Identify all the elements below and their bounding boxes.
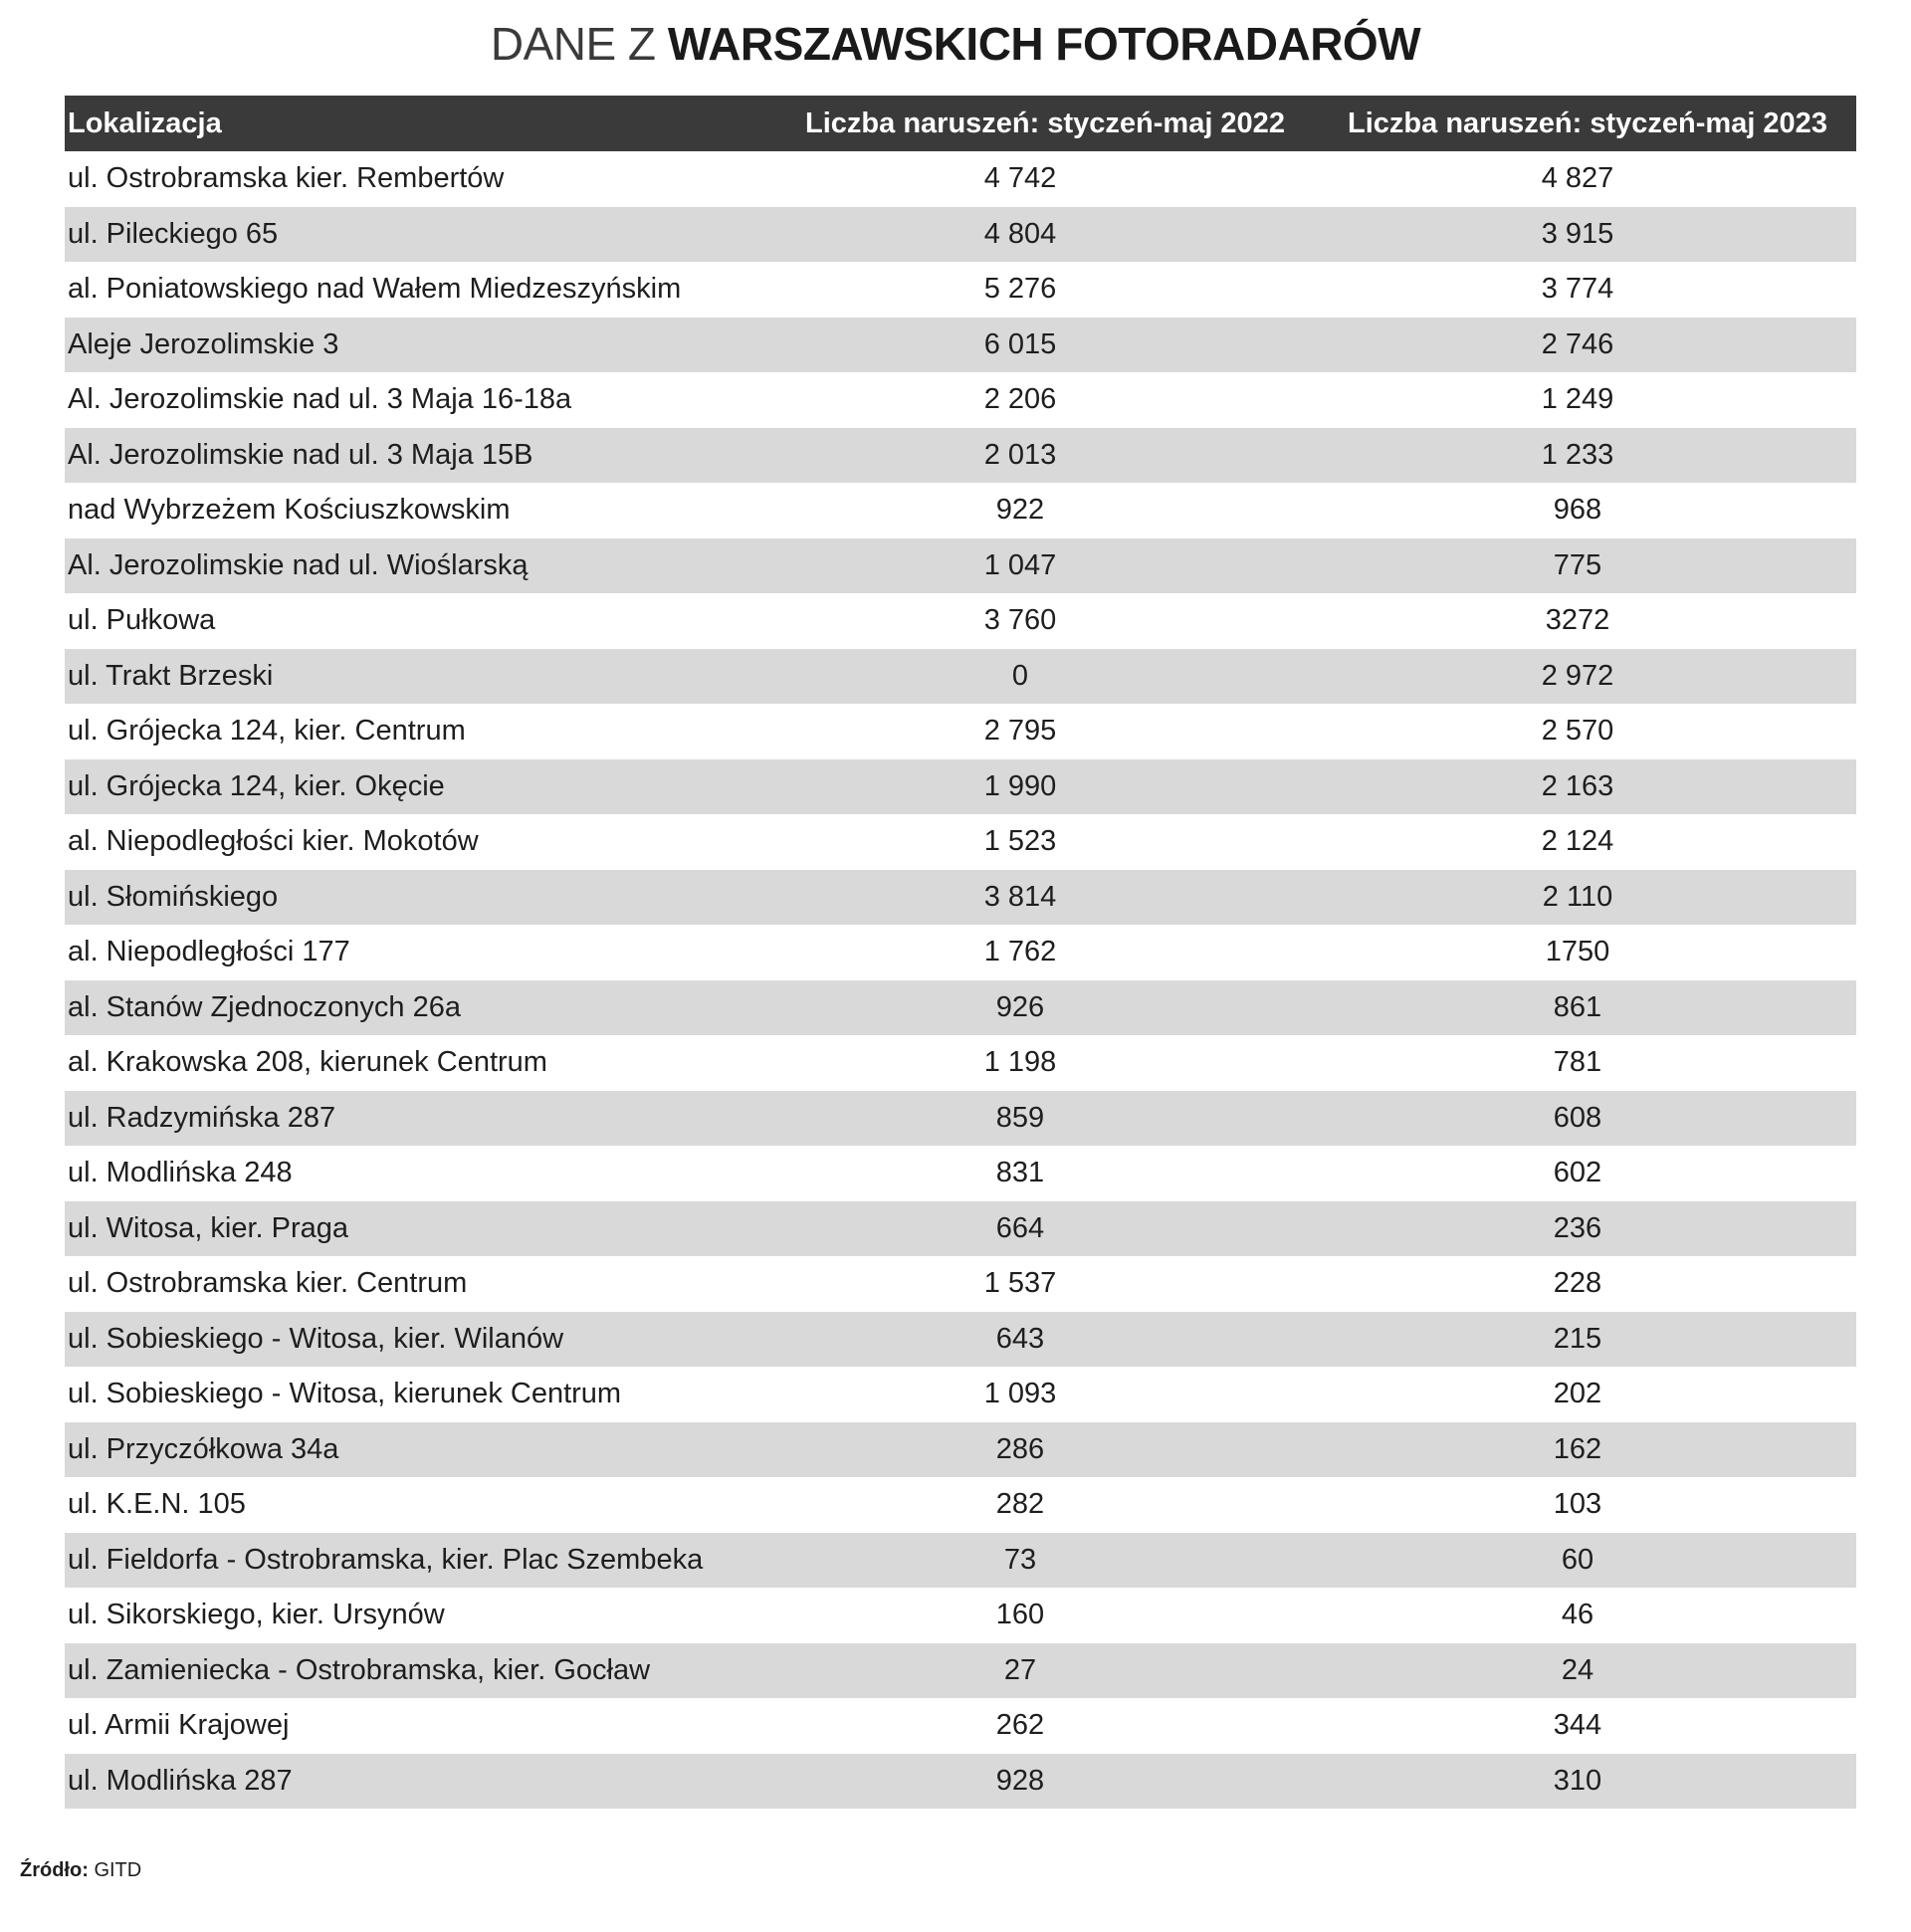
cell-location: ul. Grójecka 124, kier. Centrum <box>68 715 466 748</box>
cell-location: nad Wybrzeżem Kościuszkowskim <box>68 494 511 527</box>
cell-2022: 3 814 <box>983 880 1057 913</box>
cell-2023: 24 <box>1561 1653 1594 1686</box>
cell-location: Al. Jerozolimskie nad ul. 3 Maja 15B <box>68 438 533 471</box>
table-row <box>65 483 1856 538</box>
cell-2023: 2 570 <box>1541 715 1614 748</box>
table-row <box>65 593 1856 649</box>
cell-2022: 1 523 <box>983 825 1057 858</box>
cell-2022: 73 <box>1003 1543 1037 1576</box>
cell-2023: 236 <box>1553 1211 1602 1244</box>
header-location: Lokalizacja <box>68 107 222 139</box>
cell-location: ul. Sobieskiego - Witosa, kier. Wilanów <box>68 1322 564 1355</box>
cell-location: ul. Przyczółkowa 34a <box>68 1432 339 1465</box>
cell-2023: 968 <box>1553 494 1602 527</box>
cell-2022: 922 <box>995 494 1045 527</box>
cell-2022: 1 537 <box>983 1267 1057 1300</box>
cell-location: ul. Słomińskiego <box>68 880 279 913</box>
cell-2023: 60 <box>1561 1543 1594 1576</box>
table-row <box>65 1201 1856 1257</box>
cell-location: ul. K.E.N. 105 <box>68 1488 246 1521</box>
header-2023: Liczba naruszeń: styczeń-maj 2023 <box>1348 107 1827 139</box>
cell-location: ul. Radzymińska 287 <box>68 1101 336 1134</box>
table-row <box>65 372 1856 428</box>
cell-location: ul. Ostrobramska kier. Centrum <box>68 1267 468 1300</box>
cell-2023: 162 <box>1553 1432 1602 1465</box>
cell-2022: 282 <box>995 1488 1045 1521</box>
cell-location: ul. Trakt Brzeski <box>68 659 274 692</box>
table-row <box>65 1533 1856 1589</box>
table-row <box>65 1643 1856 1699</box>
table-row <box>65 1754 1856 1810</box>
cell-location: ul. Ostrobramska kier. Rembertów <box>68 162 505 195</box>
cell-location: ul. Grójecka 124, kier. Okęcie <box>68 769 445 802</box>
data-table <box>65 96 1856 1809</box>
source-value: GITD <box>94 1859 142 1881</box>
table-row <box>65 151 1856 207</box>
cell-location: ul. Pułkowa <box>68 604 216 637</box>
cell-2022: 6 015 <box>983 327 1057 360</box>
table-row <box>65 1312 1856 1368</box>
table-row <box>65 759 1856 815</box>
cell-2022: 1 762 <box>983 936 1057 968</box>
cell-2022: 1 047 <box>983 548 1057 581</box>
cell-2022: 2 795 <box>983 715 1057 748</box>
cell-2023: 344 <box>1553 1709 1602 1742</box>
cell-location: al. Niepodległości kier. Mokotów <box>68 825 479 858</box>
table-row <box>65 1035 1856 1091</box>
table-row <box>65 207 1856 263</box>
cell-2023: 781 <box>1553 1046 1602 1079</box>
cell-2022: 1 093 <box>983 1378 1057 1410</box>
table-row <box>65 925 1856 980</box>
cell-2022: 2 206 <box>983 383 1057 416</box>
cell-2022: 286 <box>995 1432 1045 1465</box>
table-row <box>65 649 1856 705</box>
cell-2022: 4 804 <box>983 217 1057 250</box>
table-header <box>65 96 1856 151</box>
cell-location: al. Poniatowskiego nad Wałem Miedzeszyńskim <box>68 273 682 306</box>
table-row <box>65 704 1856 759</box>
cell-2023: 3272 <box>1545 604 1610 637</box>
cell-location: Al. Jerozolimskie nad ul. 3 Maja 16-18a <box>68 383 572 416</box>
cell-location: ul. Sobieskiego - Witosa, kierunek Centrum <box>68 1378 622 1410</box>
cell-2022: 831 <box>995 1157 1045 1189</box>
cell-2023: 215 <box>1553 1322 1602 1355</box>
cell-location: ul. Modlińska 248 <box>68 1157 293 1189</box>
table-row <box>65 1477 1856 1533</box>
cell-2022: 3 760 <box>983 604 1057 637</box>
cell-location: Aleje Jerozolimskie 3 <box>68 327 339 360</box>
cell-2022: 928 <box>995 1764 1045 1797</box>
table-row <box>65 1588 1856 1643</box>
cell-location: Al. Jerozolimskie nad ul. Wioślarską <box>68 548 529 581</box>
cell-location: ul. Zamieniecka - Ostrobramska, kier. Gocław <box>68 1653 651 1686</box>
cell-2022: 0 <box>1011 659 1029 692</box>
cell-location: ul. Armii Krajowej <box>68 1709 290 1742</box>
cell-location: al. Stanów Zjednoczonych 26a <box>68 990 461 1023</box>
cell-2022: 5 276 <box>983 273 1057 306</box>
table-row <box>65 1422 1856 1478</box>
cell-2023: 2 163 <box>1541 769 1614 802</box>
cell-2023: 103 <box>1553 1488 1602 1521</box>
cell-2022: 859 <box>995 1101 1045 1134</box>
cell-location: ul. Pileckiego 65 <box>68 217 279 250</box>
cell-2022: 262 <box>995 1709 1045 1742</box>
cell-2022: 1 198 <box>983 1046 1057 1079</box>
cell-2023: 2 124 <box>1541 825 1614 858</box>
cell-2023: 310 <box>1553 1764 1602 1797</box>
cell-2023: 3 774 <box>1541 273 1614 306</box>
table-row <box>65 428 1856 484</box>
page-title <box>0 14 1911 74</box>
title-light: DANE Z <box>490 18 656 70</box>
cell-2022: 664 <box>995 1211 1045 1244</box>
table-row <box>65 814 1856 870</box>
cell-location: ul. Witosa, kier. Praga <box>68 1211 349 1244</box>
cell-location: al. Niepodległości 177 <box>68 936 350 968</box>
cell-2023: 602 <box>1553 1157 1602 1189</box>
cell-2023: 228 <box>1553 1267 1602 1300</box>
source-note <box>20 1859 141 1882</box>
source-label: Źródło: <box>20 1859 89 1881</box>
table-row <box>65 538 1856 594</box>
title-bold: WARSZAWSKICH FOTORADARÓW <box>667 18 1421 70</box>
table-row <box>65 1146 1856 1201</box>
cell-2022: 1 990 <box>983 769 1057 802</box>
table-row <box>65 1091 1856 1147</box>
cell-2022: 2 013 <box>983 438 1057 471</box>
table-row <box>65 980 1856 1036</box>
cell-location: ul. Fieldorfa - Ostrobramska, kier. Plac Szembeka <box>68 1543 704 1576</box>
cell-2023: 1750 <box>1545 936 1610 968</box>
table-body <box>65 151 1856 1809</box>
cell-2023: 2 110 <box>1542 880 1613 913</box>
cell-2023: 861 <box>1553 990 1602 1023</box>
cell-2022: 27 <box>1003 1653 1037 1686</box>
cell-2023: 1 249 <box>1541 383 1614 416</box>
table-row <box>65 318 1856 373</box>
cell-location: ul. Sikorskiego, kier. Ursynów <box>68 1599 445 1631</box>
header-2022: Liczba naruszeń: styczeń-maj 2022 <box>805 107 1285 139</box>
cell-location: al. Krakowska 208, kierunek Centrum <box>68 1046 547 1079</box>
cell-2022: 643 <box>995 1322 1045 1355</box>
table-row <box>65 1367 1856 1422</box>
cell-2023: 775 <box>1553 548 1602 581</box>
table-row <box>65 262 1856 318</box>
cell-2022: 926 <box>995 990 1045 1023</box>
table-row <box>65 1698 1856 1754</box>
cell-2023: 3 915 <box>1541 217 1614 250</box>
cell-2023: 2 746 <box>1541 327 1614 360</box>
cell-2022: 4 742 <box>983 162 1057 195</box>
table-row <box>65 1256 1856 1312</box>
cell-location: ul. Modlińska 287 <box>68 1764 293 1797</box>
cell-2023: 2 972 <box>1541 659 1614 692</box>
cell-2023: 1 233 <box>1541 438 1614 471</box>
cell-2023: 4 827 <box>1541 162 1614 195</box>
cell-2023: 608 <box>1553 1101 1602 1134</box>
cell-2023: 202 <box>1553 1378 1602 1410</box>
cell-2023: 46 <box>1561 1599 1594 1631</box>
table-row <box>65 870 1856 926</box>
cell-2022: 160 <box>995 1599 1045 1631</box>
